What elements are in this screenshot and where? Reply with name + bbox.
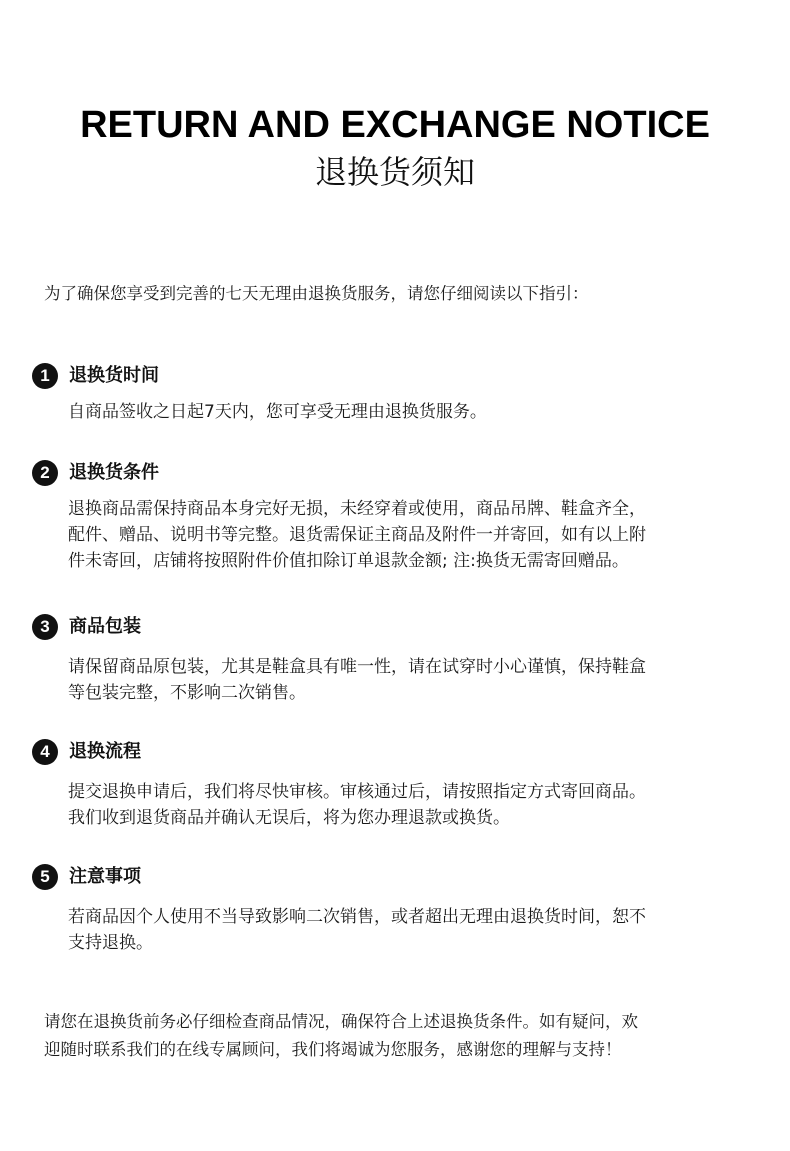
section-title: 商品包装 [69, 616, 141, 637]
number-badge: 3 [32, 614, 58, 640]
section-title: 注意事项 [69, 866, 141, 887]
body-line: 若商品因个人使用不当导致影响二次销售，或者超出无理由退换货时间，恕不 [68, 907, 646, 927]
section-body [68, 496, 752, 574]
intro-text: 为了确保您享受到完善的七天无理由退换货服务，请您仔细阅读以下指引： [44, 284, 589, 303]
number-badge: 5 [32, 864, 58, 890]
section-body [68, 904, 752, 956]
section-notes [32, 862, 762, 956]
page-title-en: RETURN AND EXCHANGE NOTICE [80, 104, 710, 146]
number-badge: 1 [32, 363, 58, 389]
section-packaging [32, 612, 762, 706]
section-body [68, 779, 752, 831]
section-return-time [32, 361, 762, 425]
body-line: 支持退换。 [68, 933, 153, 953]
body-line: 提交退换申请后，我们将尽快审核。审核通过后，请按照指定方式寄回商品。 [68, 782, 646, 802]
page-title-cn: 退换货须知 [314, 153, 475, 191]
section-return-conditions [32, 458, 762, 574]
body-line: 自商品签收之日起7天内，您可享受无理由退换货服务。 [68, 402, 487, 422]
section-header [32, 458, 762, 488]
closing-line: 请您在退换货前务必仔细检查商品情况，确保符合上述退换货条件。如有疑问，欢 [44, 1012, 638, 1031]
body-line: 件未寄回，店铺将按照附件价值扣除订单退款金额; 注:换货无需寄回赠品。 [68, 551, 629, 571]
body-line: 配件、赠品、说明书等完整。退货需保证主商品及附件一并寄回，如有以上附 [68, 525, 646, 545]
closing-text [44, 1008, 744, 1064]
closing-line: 迎随时联系我们的在线专属顾问，我们将竭诚为您服务，感谢您的理解与支持！ [44, 1040, 622, 1059]
section-header [32, 361, 762, 391]
section-title: 退换货条件 [69, 462, 159, 483]
section-process [32, 737, 762, 831]
body-line: 等包装完整，不影响二次销售。 [68, 683, 306, 703]
section-body [68, 654, 752, 706]
section-title: 退换流程 [69, 741, 141, 762]
body-line: 我们收到退货商品并确认无误后，将为您办理退款或换货。 [68, 808, 510, 828]
section-header [32, 612, 762, 642]
body-line: 退换商品需保持商品本身完好无损，未经穿着或使用，商品吊牌、鞋盒齐全， [68, 499, 646, 519]
number-badge: 4 [32, 739, 58, 765]
number-badge: 2 [32, 460, 58, 486]
section-header [32, 862, 762, 892]
section-header [32, 737, 762, 767]
section-title: 退换货时间 [69, 365, 159, 386]
body-line: 请保留商品原包装，尤其是鞋盒具有唯一性，请在试穿时小心谨慎，保持鞋盒 [68, 657, 646, 677]
section-body [68, 399, 752, 425]
